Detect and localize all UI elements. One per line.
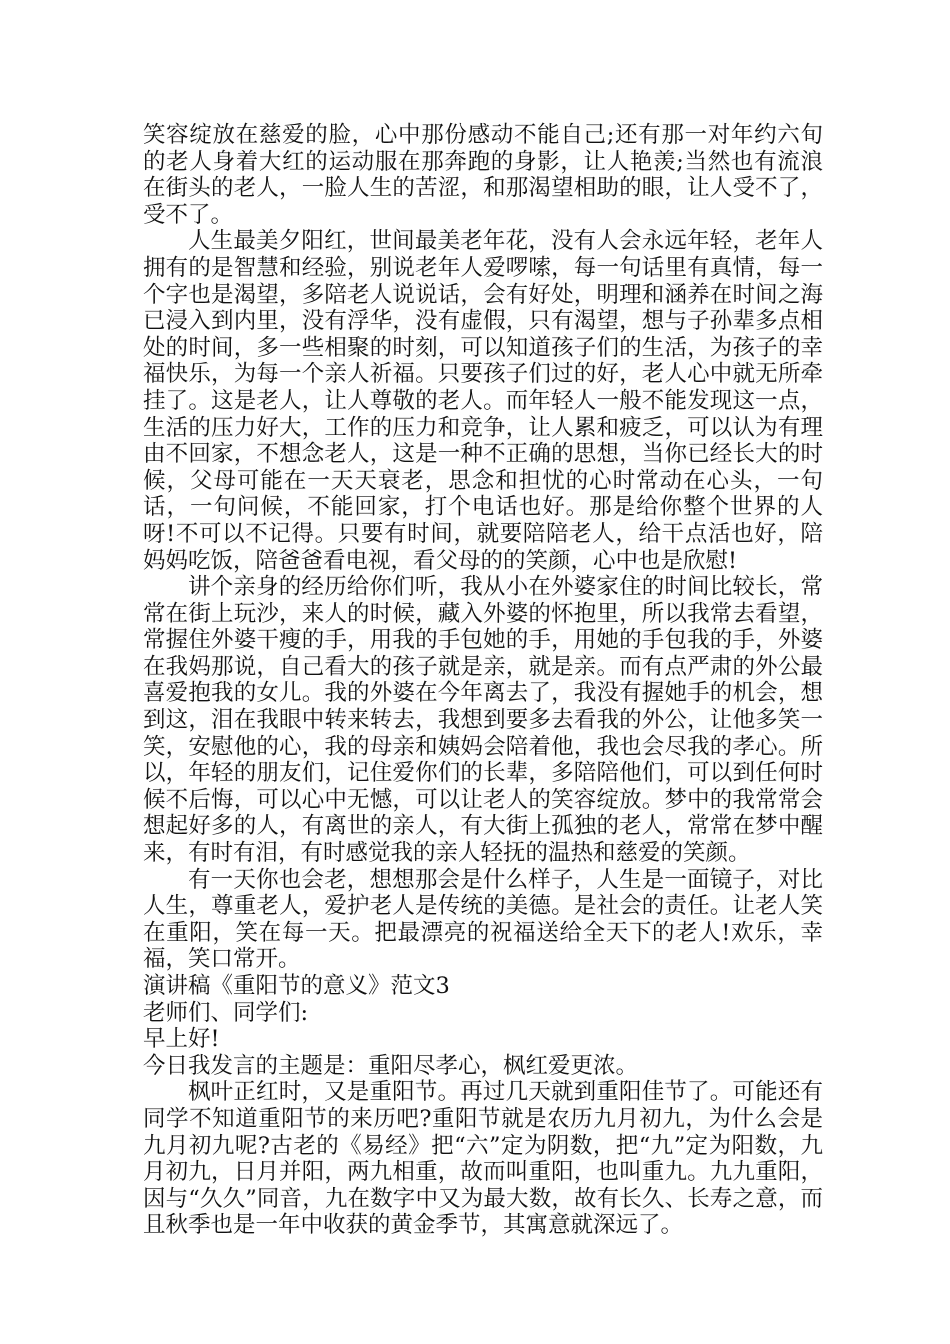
paragraph: 人生最美夕阳红，世间最美老年花，没有人会永远年轻，老年人拥有的是智慧和经验，别说老年人爱啰嗦，每一句话里有真情，每一个字也是渴望，多陪老人说说话，会有好处，明理和涵养在时间之海已浸入到内里，没有浮华，没有虚假，只有渴望，想与子孙辈多点相处的时间，多一些相聚的时刻，可以知道孩子们的生活，为孩子的幸福快乐，为每一个亲人祈福。只要孩子们过的好，老人心中就无所牵挂了。这是老人，让人尊敬的老人。而年轻人一般不能发现这一点，生活的压力好大，工作的压力和竞争，让人累和疲乏，可以认为有理由不回家，不想念老人，这是一种不正确的思想，当你已经长大的时候，父母可能在一天天衰老，思念和担忧的心时常动在心头，一句话，一句问候，不能回家，打个电话也好。那是给你整个世界的人呀!不可以不记得。只要有时间，就要陪陪老人，给干点活也好，陪妈妈吃饭，陪爸爸看电视，看父母的的笑颜，心中也是欣慰! (143, 228, 823, 574)
paragraph: 讲个亲身的经历给你们听，我从小在外婆家住的时间比较长，常常在街上玩沙，来人的时候，藏入外婆的怀抱里，所以我常去看望，常握住外婆干瘦的手，用我的手包她的手，用她的手包我的手，外婆在我妈那说，自己看大的孩子就是亲，就是亲。而有点严肃的外公最喜爱抱我的女儿。我的外婆在今年离去了，我没有握她手的机会，想到这，泪在我眼中转来转去，我想到要多去看我的外公，让他多笑一笑，安慰他的心，我的母亲和姨妈会陪着他，我也会尽我的孝心。所以，年轻的朋友们，记住爱你们的长辈，多陪陪他们，可以到任何时候不后悔，可以心中无憾，可以让老人的笑容绽放。梦中的我常常会想起好多的人，有离世的亲人，有大街上孤独的老人，常常在梦中醒来，有时有泪，有时感觉我的亲人轻抚的温热和慈爱的笑颜。 (143, 574, 823, 867)
paragraph-continued: 笑容绽放在慈爱的脸，心中那份感动不能自己;还有那一对年约六旬的老人身着大红的运动服在那奔跑的身影，让人艳羡;当然也有流浪在街头的老人，一脸人生的苦涩，和那渴望相助的眼，让人受不了，受不了。 (143, 122, 823, 228)
greeting: 早上好! (143, 1026, 220, 1053)
section-title: 演讲稿《重阳节的意义》范文3 (143, 973, 450, 999)
salutation: 老师们、同学们: (143, 999, 309, 1026)
document-body (143, 122, 823, 1239)
paragraph: 枫叶正红时，又是重阳节。再过几天就到重阳佳节了。可能还有同学不知道重阳节的来历吧?重阳节就是农历九月初九，为什么会是九月初九呢?古老的《易经》把“六”定为阴数，把“九”定为阳数，九月初九，日月并阳，两九相重，故而叫重阳，也叫重九。九九重阳，因与“久久”同音，九在数字中又为最大数，故有长久、长寿之意，而且秋季也是一年中收获的黄金季节，其寓意就深远了。 (143, 1079, 823, 1239)
paragraph: 有一天你也会老，想想那会是什么样子，人生是一面镜子，对比人生，尊重老人，爱护老人是传统的美德。是社会的责任。让老人笑在重阳，笑在每一天。把最漂亮的祝福送给全天下的老人!欢乐，幸福，笑口常开。 (143, 866, 823, 973)
topic-line: 今日我发言的主题是：重阳尽孝心，枫红爱更浓。 (143, 1052, 639, 1079)
